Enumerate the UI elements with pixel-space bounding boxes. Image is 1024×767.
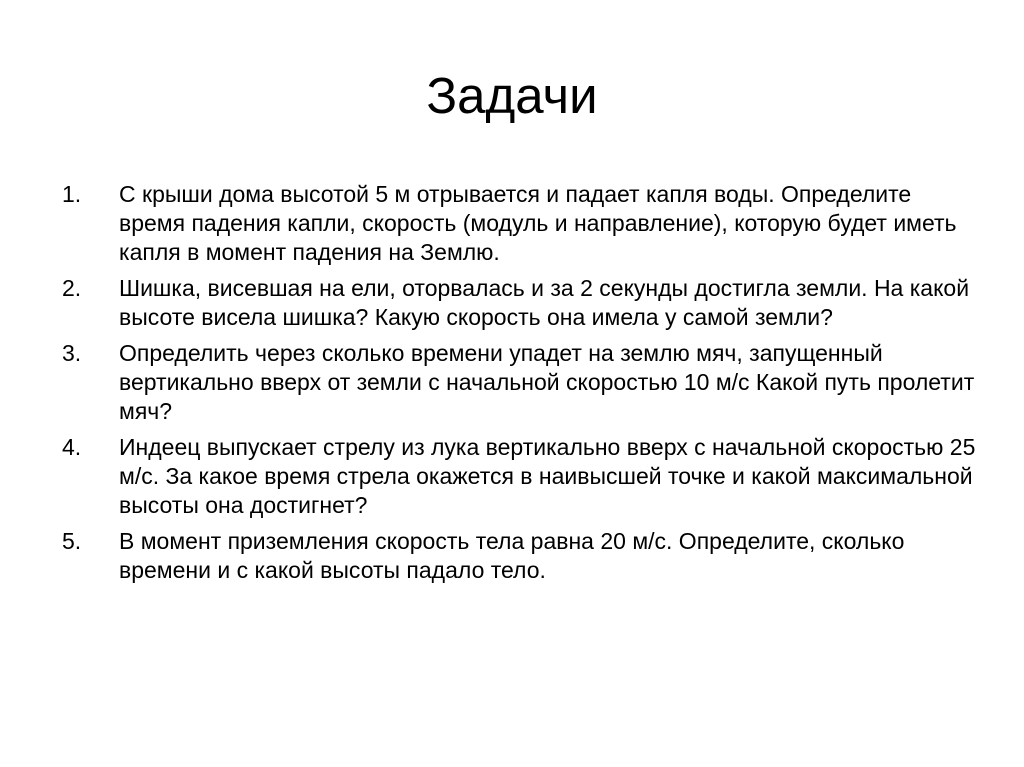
task-text: Индеец выпускает стрелу из лука вертикально вверх с начальной скоростью 25 м/с. За какое время стрела окажется в наивысшей точке и какой максимальной высоты она достигнет? xyxy=(119,434,976,518)
slide-title: Задачи xyxy=(426,67,598,124)
task-text: С крыши дома высотой 5 м отрывается и падает капля воды. Определите время падения капли, скорость (модуль и направление), которую будет иметь капля в момент падения на Землю. xyxy=(119,181,957,265)
task-item-5 xyxy=(62,527,977,585)
task-list xyxy=(62,180,977,592)
task-text: Шишка, висевшая на ели, оторвалась и за 2 секунды достигла земли. На какой высоте висела шишка? Какую скорость она имела у самой земли? xyxy=(119,275,970,330)
task-number: 5. xyxy=(62,528,82,554)
task-text: В момент приземления скорость тела равна 20 м/с. Определите, сколько времени и с какой высоты падало тело. xyxy=(119,528,905,583)
task-number: 1. xyxy=(62,181,82,207)
task-item-2 xyxy=(62,274,977,332)
task-number: 4. xyxy=(62,434,82,460)
task-item-3 xyxy=(62,339,977,426)
task-item-4 xyxy=(62,433,977,520)
task-number: 2. xyxy=(62,275,82,301)
task-item-1 xyxy=(62,180,977,267)
task-number: 3. xyxy=(62,340,82,366)
task-text: Определить через сколько времени упадет на землю мяч, запущенный вертикально вверх от земли с начальной скоростью 10 м/с Какой путь пролетит мяч? xyxy=(119,340,975,424)
